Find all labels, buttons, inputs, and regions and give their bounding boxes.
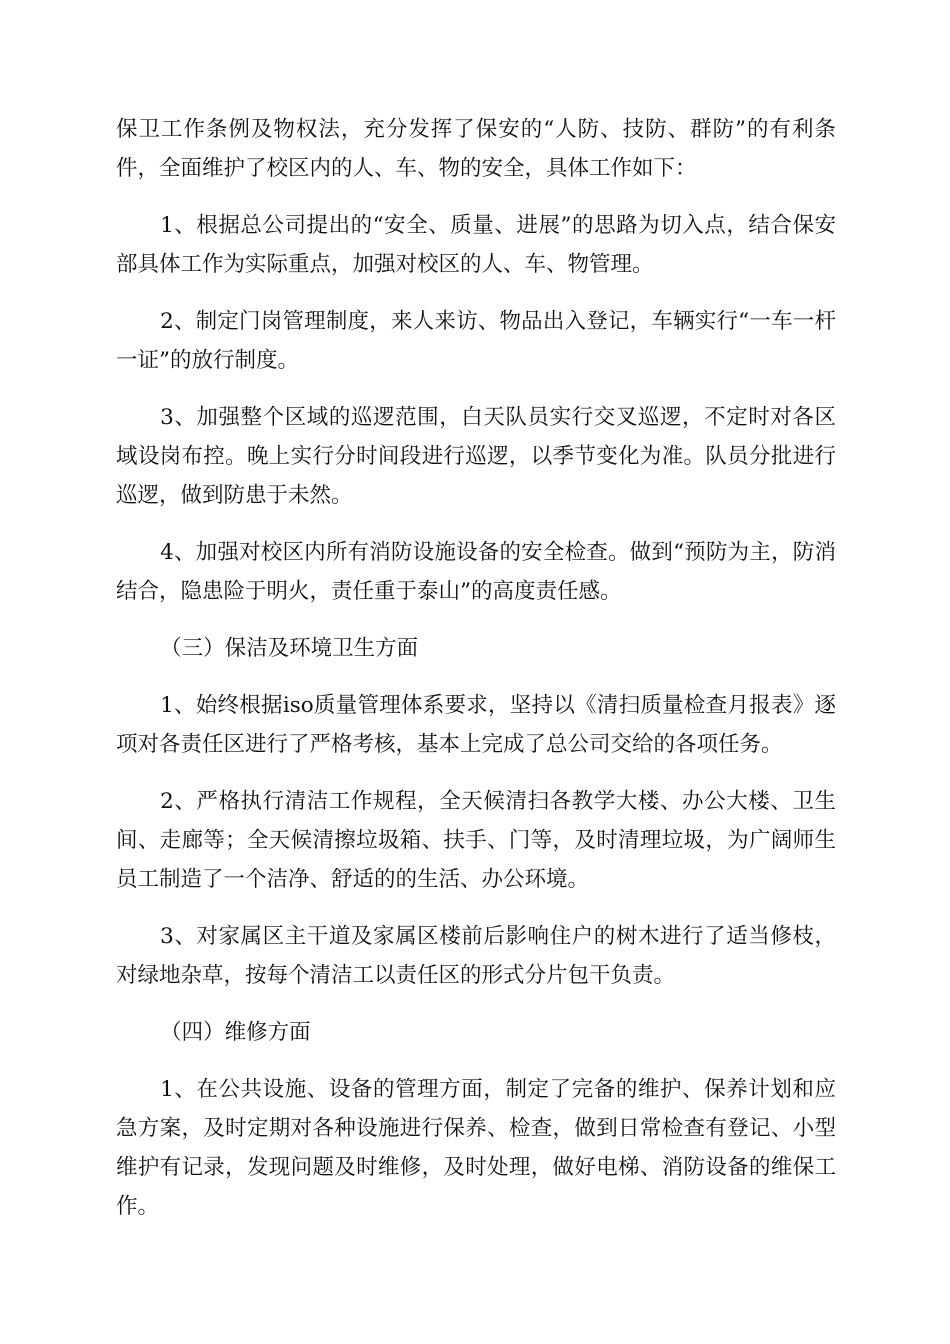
paragraph-cleaning-1: 1、始终根据iso质量管理体系要求，坚持以《清扫质量检查月报表》逐项对各责任区进行了严格考核，基本上完成了总公司交给的各项任务。	[116, 693, 836, 757]
paragraph-cleaning-3: 3、对家属区主干道及家属区楼前后影响住户的树木进行了适当修枝，对绿地杂草，按每个清洁工以责任区的形式分片包干负责。	[116, 924, 836, 988]
paragraph-security-4: 4、加强对校区内所有消防设施设备的安全检查。做到“预防为主，防消结合，隐患险于明火，责任重于泰山”的高度责任感。	[116, 540, 836, 604]
paragraph-cleaning-2: 2、严格执行清洁工作规程，全天候清扫各教学大楼、办公大楼、卫生间、走廊等；全天候清擦垃圾箱、扶手、门等，及时清理垃圾，为广阔师生员工制造了一个洁净、舒适的的生活、办公环境。	[116, 789, 836, 892]
document-page	[116, 110, 836, 1244]
section-heading-cleaning: （三）保洁及环境卫生方面	[160, 636, 419, 661]
paragraph-continuation: 保卫工作条例及物权法，充分发挥了保安的“人防、技防、群防”的有利条件，全面维护了校区内的人、车、物的安全，具体工作如下：	[116, 117, 836, 181]
section-heading-maintenance: （四）维修方面	[160, 1020, 311, 1045]
paragraph-security-1: 1、根据总公司提出的“安全、质量、进展”的思路为切入点，结合保安部具体工作为实际重点，加强对校区的人、车、物管理。	[116, 213, 836, 277]
paragraph-security-3: 3、加强整个区域的巡逻范围，白天队员实行交叉巡逻，不定时对各区域设岗布控。晚上实行分时间段进行巡逻，以季节变化为准。队员分批进行巡逻，做到防患于未然。	[116, 405, 836, 508]
paragraph-security-2: 2、制定门岗管理制度，来人来访、物品出入登记，车辆实行“一车一杆一证”的放行制度。	[116, 309, 836, 373]
paragraph-maintenance-1: 1、在公共设施、设备的管理方面，制定了完备的维护、保养计划和应急方案，及时定期对各种设施进行保养、检查，做到日常检查有登记、小型维护有记录，发现问题及时维修，及时处理，做好电梯、消防设备的维保工作。	[116, 1077, 836, 1219]
